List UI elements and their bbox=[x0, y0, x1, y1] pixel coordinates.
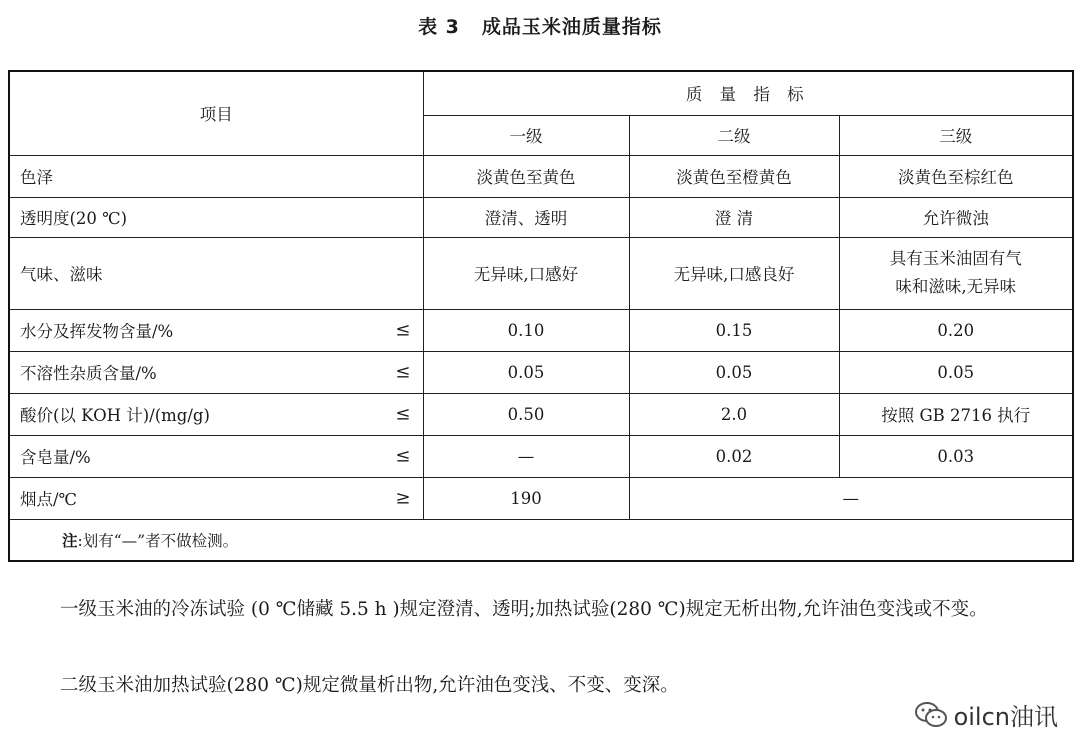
limit-symbol: ≤ bbox=[395, 445, 411, 467]
header-item: 项目 bbox=[9, 71, 423, 155]
cell-grade-3: 允许微浊 bbox=[839, 197, 1073, 237]
row-item-label: 酸价(以 KOH 计)/(mg/g) bbox=[20, 406, 210, 425]
cell-grade-1: 淡黄色至黄色 bbox=[423, 155, 629, 197]
quality-spec-table bbox=[8, 70, 1074, 562]
row-item: 色泽 bbox=[9, 155, 423, 197]
table-number: 表 3 bbox=[418, 16, 460, 38]
cell-grade-2: 淡黄色至橙黄色 bbox=[629, 155, 839, 197]
note-text: :划有“—”者不做检测。 bbox=[77, 531, 239, 550]
cell-grade-1: 澄清、透明 bbox=[423, 197, 629, 237]
cell-grade-3: 0.05 bbox=[839, 351, 1073, 393]
table-row bbox=[9, 155, 1073, 197]
row-item bbox=[9, 393, 423, 435]
limit-symbol: ≥ bbox=[395, 487, 411, 509]
cell-grade-3: 按照 GB 2716 执行 bbox=[839, 393, 1073, 435]
row-item bbox=[9, 309, 423, 351]
table-row bbox=[9, 237, 1073, 309]
row-item bbox=[9, 435, 423, 477]
row-item-label: 水分及挥发物含量/% bbox=[20, 322, 174, 341]
row-item-label: 不溶性杂质含量/% bbox=[20, 364, 157, 383]
header-quality-index: 质 量 指 标 bbox=[423, 71, 1073, 115]
row-item: 气味、滋味 bbox=[9, 237, 423, 309]
table-row bbox=[9, 309, 1073, 351]
cell-grade-1: 190 bbox=[423, 477, 629, 519]
cell-grade-3 bbox=[839, 237, 1073, 309]
row-item: 透明度(20 ℃) bbox=[9, 197, 423, 237]
table-row bbox=[9, 197, 1073, 237]
table-row bbox=[9, 351, 1073, 393]
header-grade-3: 三级 bbox=[839, 115, 1073, 155]
cell-grade-1: — bbox=[423, 435, 629, 477]
cell-grade-2: 2.0 bbox=[629, 393, 839, 435]
table-row bbox=[9, 435, 1073, 477]
cell-grade-3: 0.20 bbox=[839, 309, 1073, 351]
header-row-1 bbox=[9, 71, 1073, 115]
row-item bbox=[9, 477, 423, 519]
cell-grade-2: 0.05 bbox=[629, 351, 839, 393]
cell-grade-2-3: — bbox=[629, 477, 1073, 519]
cell-line: 味和滋味,无异味 bbox=[895, 277, 1017, 296]
row-item bbox=[9, 351, 423, 393]
table-row bbox=[9, 477, 1073, 519]
paragraph-grade-1: 一级玉米油的冷冻试验 (0 ℃储藏 5.5 h )规定澄清、透明;加热试验(280 ℃)规定无析出物,允许油色变浅或不变。 bbox=[60, 599, 988, 620]
cell-grade-3: 0.03 bbox=[839, 435, 1073, 477]
limit-symbol: ≤ bbox=[395, 361, 411, 383]
wechat-icon bbox=[914, 701, 948, 729]
cell-grade-2: 澄 清 bbox=[629, 197, 839, 237]
cell-grade-2: 0.02 bbox=[629, 435, 839, 477]
paragraph-grade-2: 二级玉米油加热试验(280 ℃)规定微量析出物,允许油色变浅、不变、变深。 bbox=[60, 675, 679, 696]
table-title bbox=[0, 12, 1080, 39]
row-item-label: 烟点/℃ bbox=[20, 490, 78, 509]
note-row bbox=[9, 519, 1073, 561]
table-row bbox=[9, 393, 1073, 435]
cell-grade-3: 淡黄色至棕红色 bbox=[839, 155, 1073, 197]
header-grade-1: 一级 bbox=[423, 115, 629, 155]
cell-grade-1: 0.10 bbox=[423, 309, 629, 351]
limit-symbol: ≤ bbox=[395, 403, 411, 425]
cell-grade-1: 无异味,口感好 bbox=[423, 237, 629, 309]
watermark-text: oilcn油讯 bbox=[953, 703, 1058, 731]
cell-line: 具有玉米油固有气 bbox=[889, 249, 1022, 268]
header-grade-2: 二级 bbox=[629, 115, 839, 155]
row-item-label: 含皂量/% bbox=[20, 448, 91, 467]
table-note bbox=[9, 519, 1073, 561]
cell-grade-1: 0.50 bbox=[423, 393, 629, 435]
limit-symbol: ≤ bbox=[395, 319, 411, 341]
note-label: 注 bbox=[62, 531, 78, 550]
cell-grade-2: 0.15 bbox=[629, 309, 839, 351]
cell-grade-1: 0.05 bbox=[423, 351, 629, 393]
watermark bbox=[914, 697, 1058, 732]
cell-grade-2: 无异味,口感良好 bbox=[629, 237, 839, 309]
table-title-text: 成品玉米油质量指标 bbox=[481, 16, 662, 38]
